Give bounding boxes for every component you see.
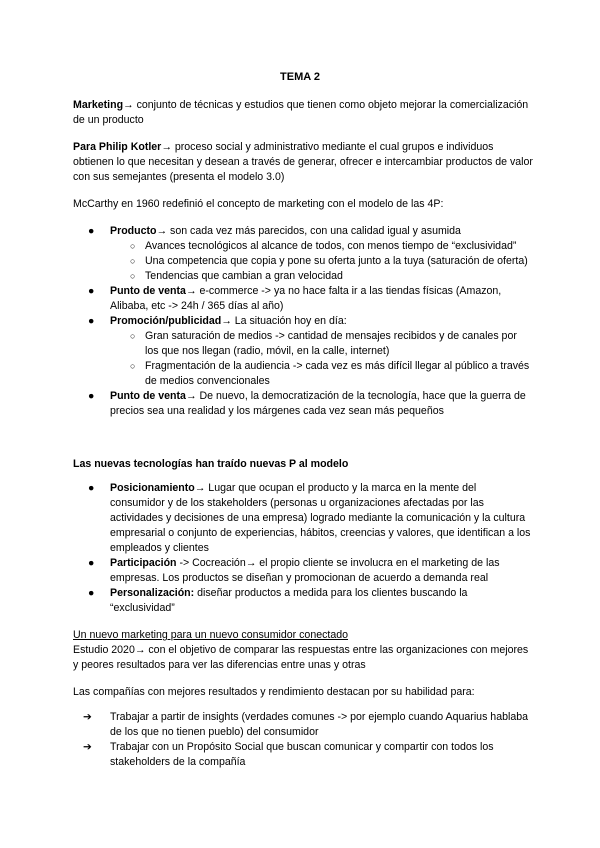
item-term: Punto de venta xyxy=(110,285,186,297)
bullet-icon: ● xyxy=(88,390,95,402)
bullet-icon: ● xyxy=(88,285,95,297)
sub-item-text: Gran saturación de medios -> cantidad de mensajes recibidos y de canales por los que nos llegan (radio, móvil, en la calle, internet) xyxy=(145,330,517,357)
bullet-icon: ● xyxy=(88,315,95,327)
arrow-icon: ➔ xyxy=(83,741,92,753)
bullet-icon: ● xyxy=(88,587,95,599)
four-p-list xyxy=(73,224,533,419)
sub-list-item xyxy=(110,329,533,359)
item-text: Trabajar con un Propósito Social que buscan comunicar y compartir con todos los stakeholders de la compañía xyxy=(110,741,494,768)
item-term: Personalización: xyxy=(110,587,195,599)
mccarthy-paragraph: McCarthy en 1960 redefinió el concepto de marketing con el modelo de las 4P: xyxy=(73,198,444,210)
item-term: Promoción/publicidad xyxy=(110,315,222,327)
marketing-term: Marketing xyxy=(73,99,124,111)
sub-list-item xyxy=(110,269,533,284)
kotler-term: Para Philip Kotler xyxy=(73,141,162,153)
item-text: → Lugar que ocupan el producto y la marca en la mente del consumidor y de los stakeholders (personas u organizaciones afectadas por las actividades y decisiones de una empresa) logrado mediante la comunicación y la cultura empresarial o conjunto de experiencias, hábitos, creencias y valores, que identifican a los empleados y clientes xyxy=(110,482,531,554)
new-marketing-section xyxy=(73,628,533,673)
new-marketing-heading: Un nuevo marketing para un nuevo consumidor conectado xyxy=(73,629,349,641)
sub-item-text: Una competencia que copia y pone su oferta junto a la tuya (saturación de oferta) xyxy=(145,255,528,267)
item-text: → e-commerce -> ya no hace falta ir a las tiendas físicas (Amazon, Alibaba, etc -> 24h / 365 días al año) xyxy=(110,285,502,312)
page-title: TEMA 2 xyxy=(280,71,320,83)
circle-bullet-icon: ○ xyxy=(130,256,136,266)
new-p-heading: Las nuevas tecnologías han traído nuevas P al modelo xyxy=(73,458,349,470)
item-term: Punto de venta xyxy=(110,390,186,402)
item-text: -> Cocreación→ el propio cliente se involucra en el marketing de las empresas. Los productos se diseñan y promocionan de acuerdo a demanda real xyxy=(110,557,500,584)
sub-list-item xyxy=(110,359,533,389)
list-item xyxy=(73,284,533,314)
bullet-icon: ● xyxy=(88,557,95,569)
list-item xyxy=(73,224,533,284)
marketing-text: → conjunto de técnicas y estudios que tienen como objeto mejorar la comercialización de un producto xyxy=(73,99,529,126)
item-text: → son cada vez más parecidos, con una calidad igual y asumida xyxy=(156,225,461,237)
circle-bullet-icon: ○ xyxy=(130,271,136,281)
abilities-list xyxy=(73,710,533,770)
list-item xyxy=(73,586,533,616)
new-p-list xyxy=(73,481,533,616)
bullet-icon: ● xyxy=(88,482,95,494)
sub-item-text: Avances tecnológicos al alcance de todos, con menos tiempo de “exclusividad” xyxy=(145,240,517,252)
sub-item-text: Fragmentación de la audiencia -> cada vez es más difícil llegar al público a través de medios convencionales xyxy=(145,360,530,387)
sub-list xyxy=(110,329,533,389)
kotler-text: → proceso social y administrativo mediante el cual grupos e individuos obtienen lo que necesitan y desean a través de generar, ofrecer e intercambiar productos de valor con sus semejantes (presenta el modelo 3.0) xyxy=(73,141,533,183)
companias-paragraph: Las compañías con mejores resultados y rendimiento destacan por su habilidad para: xyxy=(73,686,475,698)
list-item xyxy=(73,556,533,586)
arrow-icon: ➔ xyxy=(83,711,92,723)
list-item xyxy=(73,740,533,770)
item-text: Trabajar a partir de insights (verdades comunes -> por ejemplo cuando Aquarius hablaba de los que no tienen pueblo) del consumidor xyxy=(110,711,529,738)
item-text: diseñar productos a medida para los clientes buscando la “exclusividad” xyxy=(110,587,468,614)
list-item xyxy=(73,389,533,419)
kotler-definition xyxy=(73,140,533,185)
item-term: Participación xyxy=(110,557,177,569)
circle-bullet-icon: ○ xyxy=(130,241,136,251)
marketing-definition xyxy=(73,98,533,128)
list-item xyxy=(73,481,533,556)
circle-bullet-icon: ○ xyxy=(130,331,136,341)
item-term: Posicionamiento xyxy=(110,482,195,494)
sub-item-text: Tendencias que cambian a gran velocidad xyxy=(145,270,343,282)
item-text: → La situación hoy en día: xyxy=(221,315,347,327)
list-item xyxy=(73,710,533,740)
sub-list-item xyxy=(110,239,533,254)
item-text: → De nuevo, la democratización de la tecnología, hace que la guerra de precios sea una realidad y los márgenes cada vez sean más pequeños xyxy=(110,390,526,417)
sub-list xyxy=(110,239,533,284)
circle-bullet-icon: ○ xyxy=(130,361,136,371)
bullet-icon: ● xyxy=(88,225,95,237)
sub-list-item xyxy=(110,254,533,269)
list-item xyxy=(73,314,533,389)
item-term: Producto xyxy=(110,225,157,237)
estudio-paragraph: Estudio 2020→ con el objetivo de comparar las respuestas entre las organizaciones con mejores y peores resultados para ver las diferencias entre unas y otras xyxy=(73,644,529,671)
